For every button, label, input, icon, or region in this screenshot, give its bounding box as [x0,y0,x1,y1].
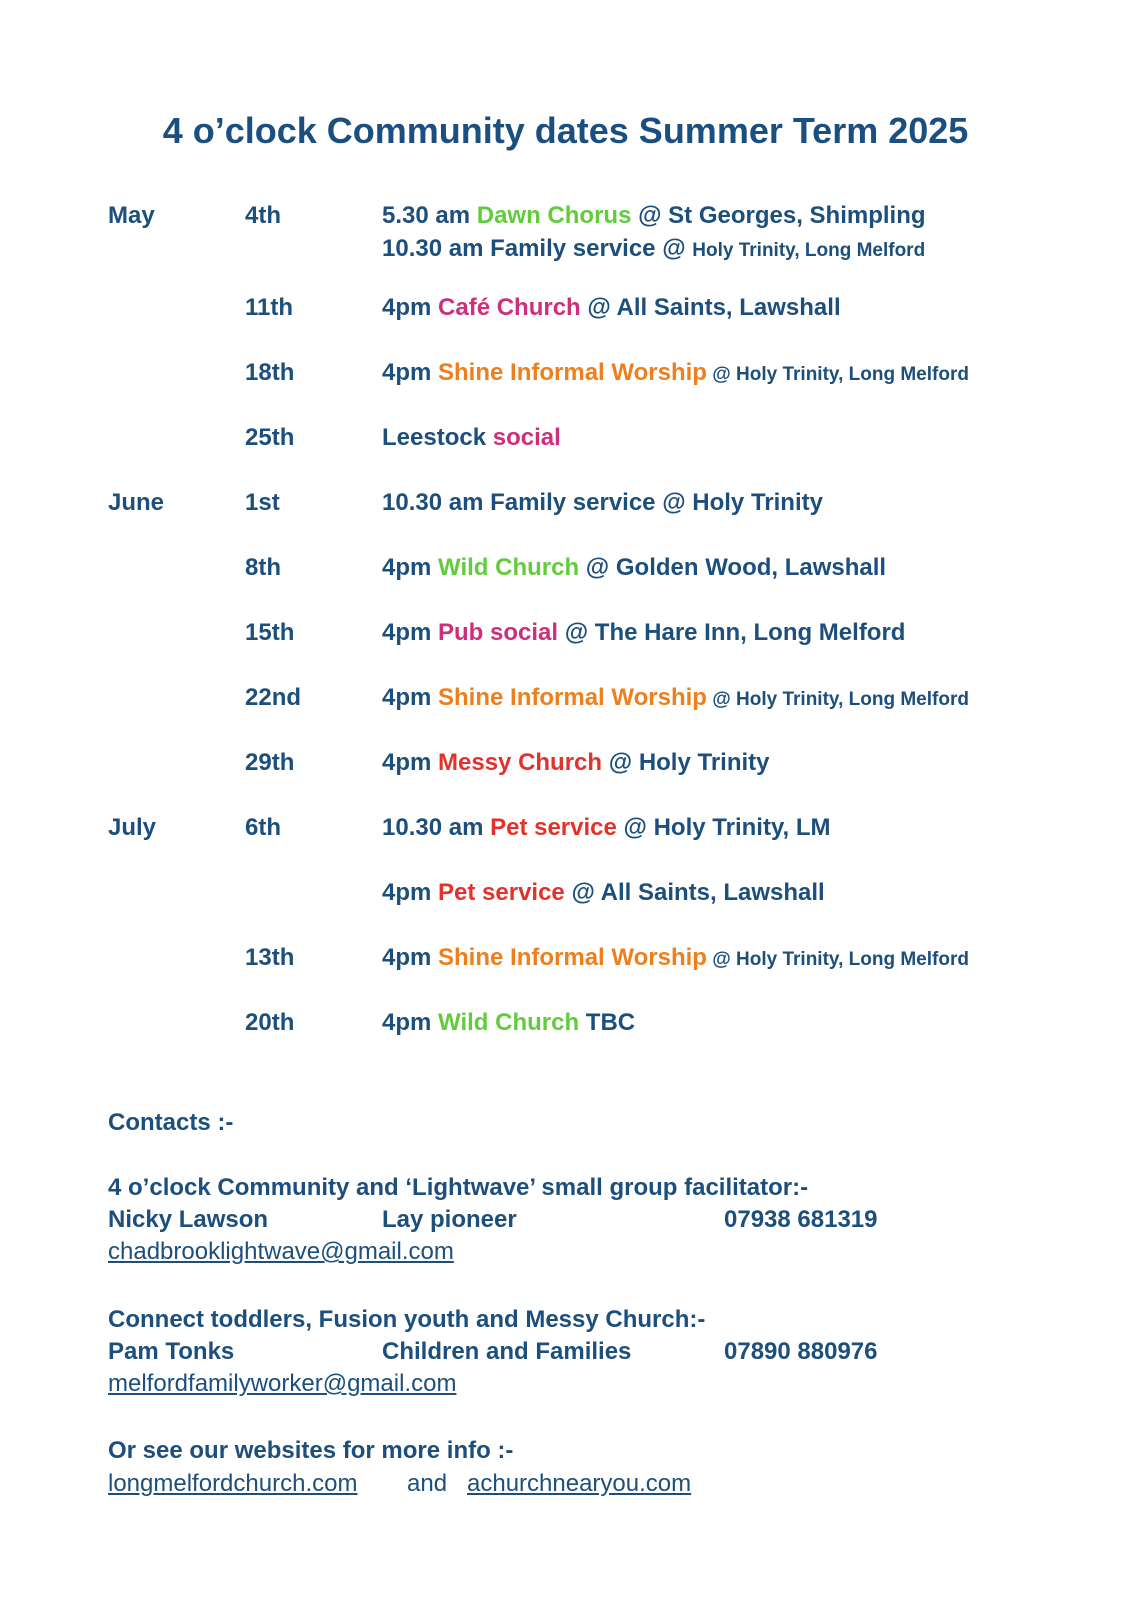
day-label: 6th [245,814,281,841]
event-text: 4pm Wild Church TBC [382,1009,636,1036]
day-label: 13th [245,944,295,971]
event-text: 4pm Messy Church @ Holy Trinity [382,749,770,776]
contact-phone: 07890 880976 [724,1338,878,1365]
contact-email-link[interactable]: melfordfamilyworker@gmail.com [108,1370,457,1397]
websites-heading: Or see our websites for more info :- [108,1437,514,1464]
month-label: June [108,489,165,516]
website-link[interactable]: achurchnearyou.com [467,1470,692,1497]
event-text: 4pm Shine Informal Worship @ Holy Trinity, Long Melford [382,944,969,971]
day-label: 22nd [245,684,302,711]
and-text: and [407,1470,448,1497]
event-text: Leestock social [382,424,561,451]
contact-role-line: 4 o’clock Community and ‘Lightwave’ small group facilitator:- [108,1174,809,1201]
day-label: 29th [245,749,295,776]
month-label: May [108,202,155,229]
event-text: 4pm Wild Church @ Golden Wood, Lawshall [382,554,887,581]
event-text: 4pm Café Church @ All Saints, Lawshall [382,294,841,321]
event-text: 10.30 am Family service @ Holy Trinity, Long Melford [382,235,926,262]
contact-title: Lay pioneer [382,1206,517,1233]
event-text: 4pm Pub social @ The Hare Inn, Long Melford [382,619,906,646]
day-label: 18th [245,359,295,386]
day-label: 25th [245,424,295,451]
event-text: 10.30 am Pet service @ Holy Trinity, LM [382,814,831,841]
event-text: 4pm Pet service @ All Saints, Lawshall [382,879,825,906]
day-label: 8th [245,554,281,581]
event-text: 10.30 am Family service @ Holy Trinity [382,489,823,516]
contacts-heading: Contacts :- [108,1109,234,1136]
event-text: 4pm Shine Informal Worship @ Holy Trinity, Long Melford [382,359,969,386]
event-text: 5.30 am Dawn Chorus @ St Georges, Shimpling [382,202,926,229]
contact-role-line: Connect toddlers, Fusion youth and Messy Church:- [108,1306,706,1333]
event-text: 4pm Shine Informal Worship @ Holy Trinity, Long Melford [382,684,969,711]
contact-title: Children and Families [382,1338,632,1365]
website-link[interactable]: longmelfordchurch.com [108,1470,358,1497]
page-title: 4 o’clock Community dates Summer Term 2025 [162,110,969,151]
month-label: July [108,814,157,841]
contact-name: Nicky Lawson [108,1206,269,1233]
contact-email-link[interactable]: chadbrooklightwave@gmail.com [108,1238,454,1265]
day-label: 11th [245,294,294,321]
day-label: 1st [245,489,280,516]
day-label: 4th [245,202,281,229]
contact-name: Pam Tonks [108,1338,235,1365]
day-label: 20th [245,1009,295,1036]
contact-phone: 07938 681319 [724,1206,878,1233]
day-label: 15th [245,619,295,646]
